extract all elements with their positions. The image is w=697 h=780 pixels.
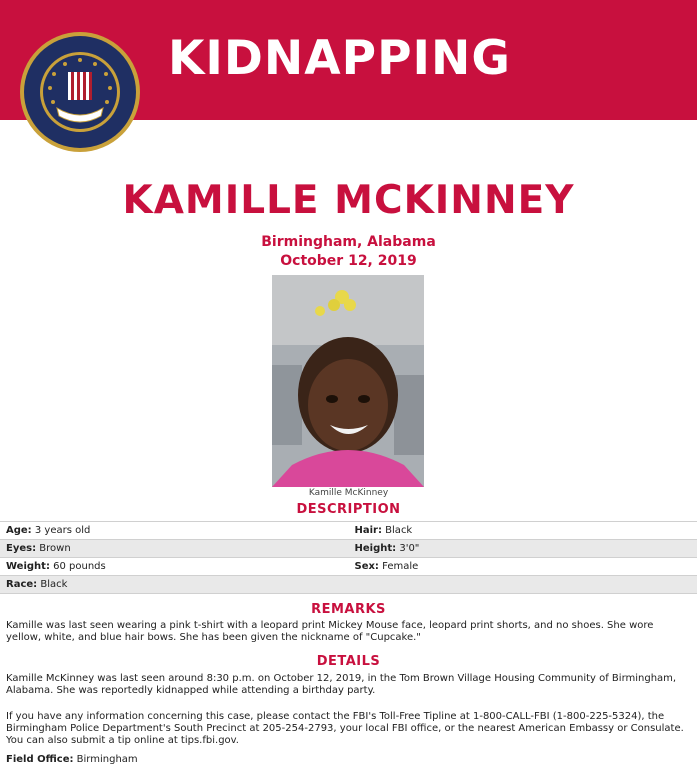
description-heading: DESCRIPTION: [296, 502, 401, 517]
person-name: KAMILLE MCKINNEY: [122, 178, 575, 223]
weight-value: 60 pounds: [53, 561, 106, 572]
height-label: Height:: [354, 543, 397, 554]
details-text: Kamille McKinney was last seen around 8:30 p.m. on October 12, 2019, in the Tom Brown Village Housing Community of Birmingham, Alabama. She was reportedly kidnapped while attending a birthday party.: [6, 673, 677, 696]
field-office: [6, 754, 691, 766]
sex-value: Female: [382, 561, 419, 572]
tipline-text: If you have any information concerning this case, please contact the FBI's Toll-Free Tipline at 1-800-CALL-FBI (1-800-225-5324), the Birmingham Police Department's South Precinct at 205-254-2793, your local FBI office, or the nearest American Embassy or Consulate. You can also submit a tip online at tips.fbi.gov.: [6, 711, 684, 746]
hair-value: Black: [385, 525, 413, 536]
field-office-value: Birmingham: [76, 754, 138, 765]
age-value: 3 years old: [34, 525, 91, 536]
poster-title: KIDNAPPING: [168, 31, 511, 86]
height-value: 3'0": [399, 543, 420, 554]
field-office-label: Field Office:: [6, 754, 74, 765]
table-row: [0, 522, 697, 540]
sex-label: Sex:: [354, 561, 379, 572]
description-table: [0, 521, 697, 594]
fbi-seal-icon: [5, 30, 155, 160]
photo-caption: Kamille McKinney: [308, 488, 389, 498]
table-row: [0, 576, 697, 594]
incident-date: October 12, 2019: [280, 253, 417, 269]
eyes-value: Brown: [39, 543, 71, 554]
eyes-label: Eyes:: [6, 543, 37, 554]
remarks-text: Kamille was last seen wearing a pink t-shirt with a leopard print Mickey Mouse face, leopard print shorts, and no shoes. She wore yellow, white, and blue hair bows. She has been given the nickname of "Cupcake.": [6, 620, 654, 643]
age-label: Age:: [6, 525, 32, 536]
remarks-heading: REMARKS: [311, 602, 386, 617]
hair-label: Hair:: [354, 525, 382, 536]
details-heading: DETAILS: [316, 654, 381, 669]
location: Birmingham, Alabama: [261, 234, 436, 250]
race-value: Black: [40, 579, 68, 590]
weight-label: Weight:: [6, 561, 50, 572]
table-row: [0, 558, 697, 576]
table-row: [0, 540, 697, 558]
person-photo: [272, 275, 424, 487]
race-label: Race:: [6, 579, 38, 590]
